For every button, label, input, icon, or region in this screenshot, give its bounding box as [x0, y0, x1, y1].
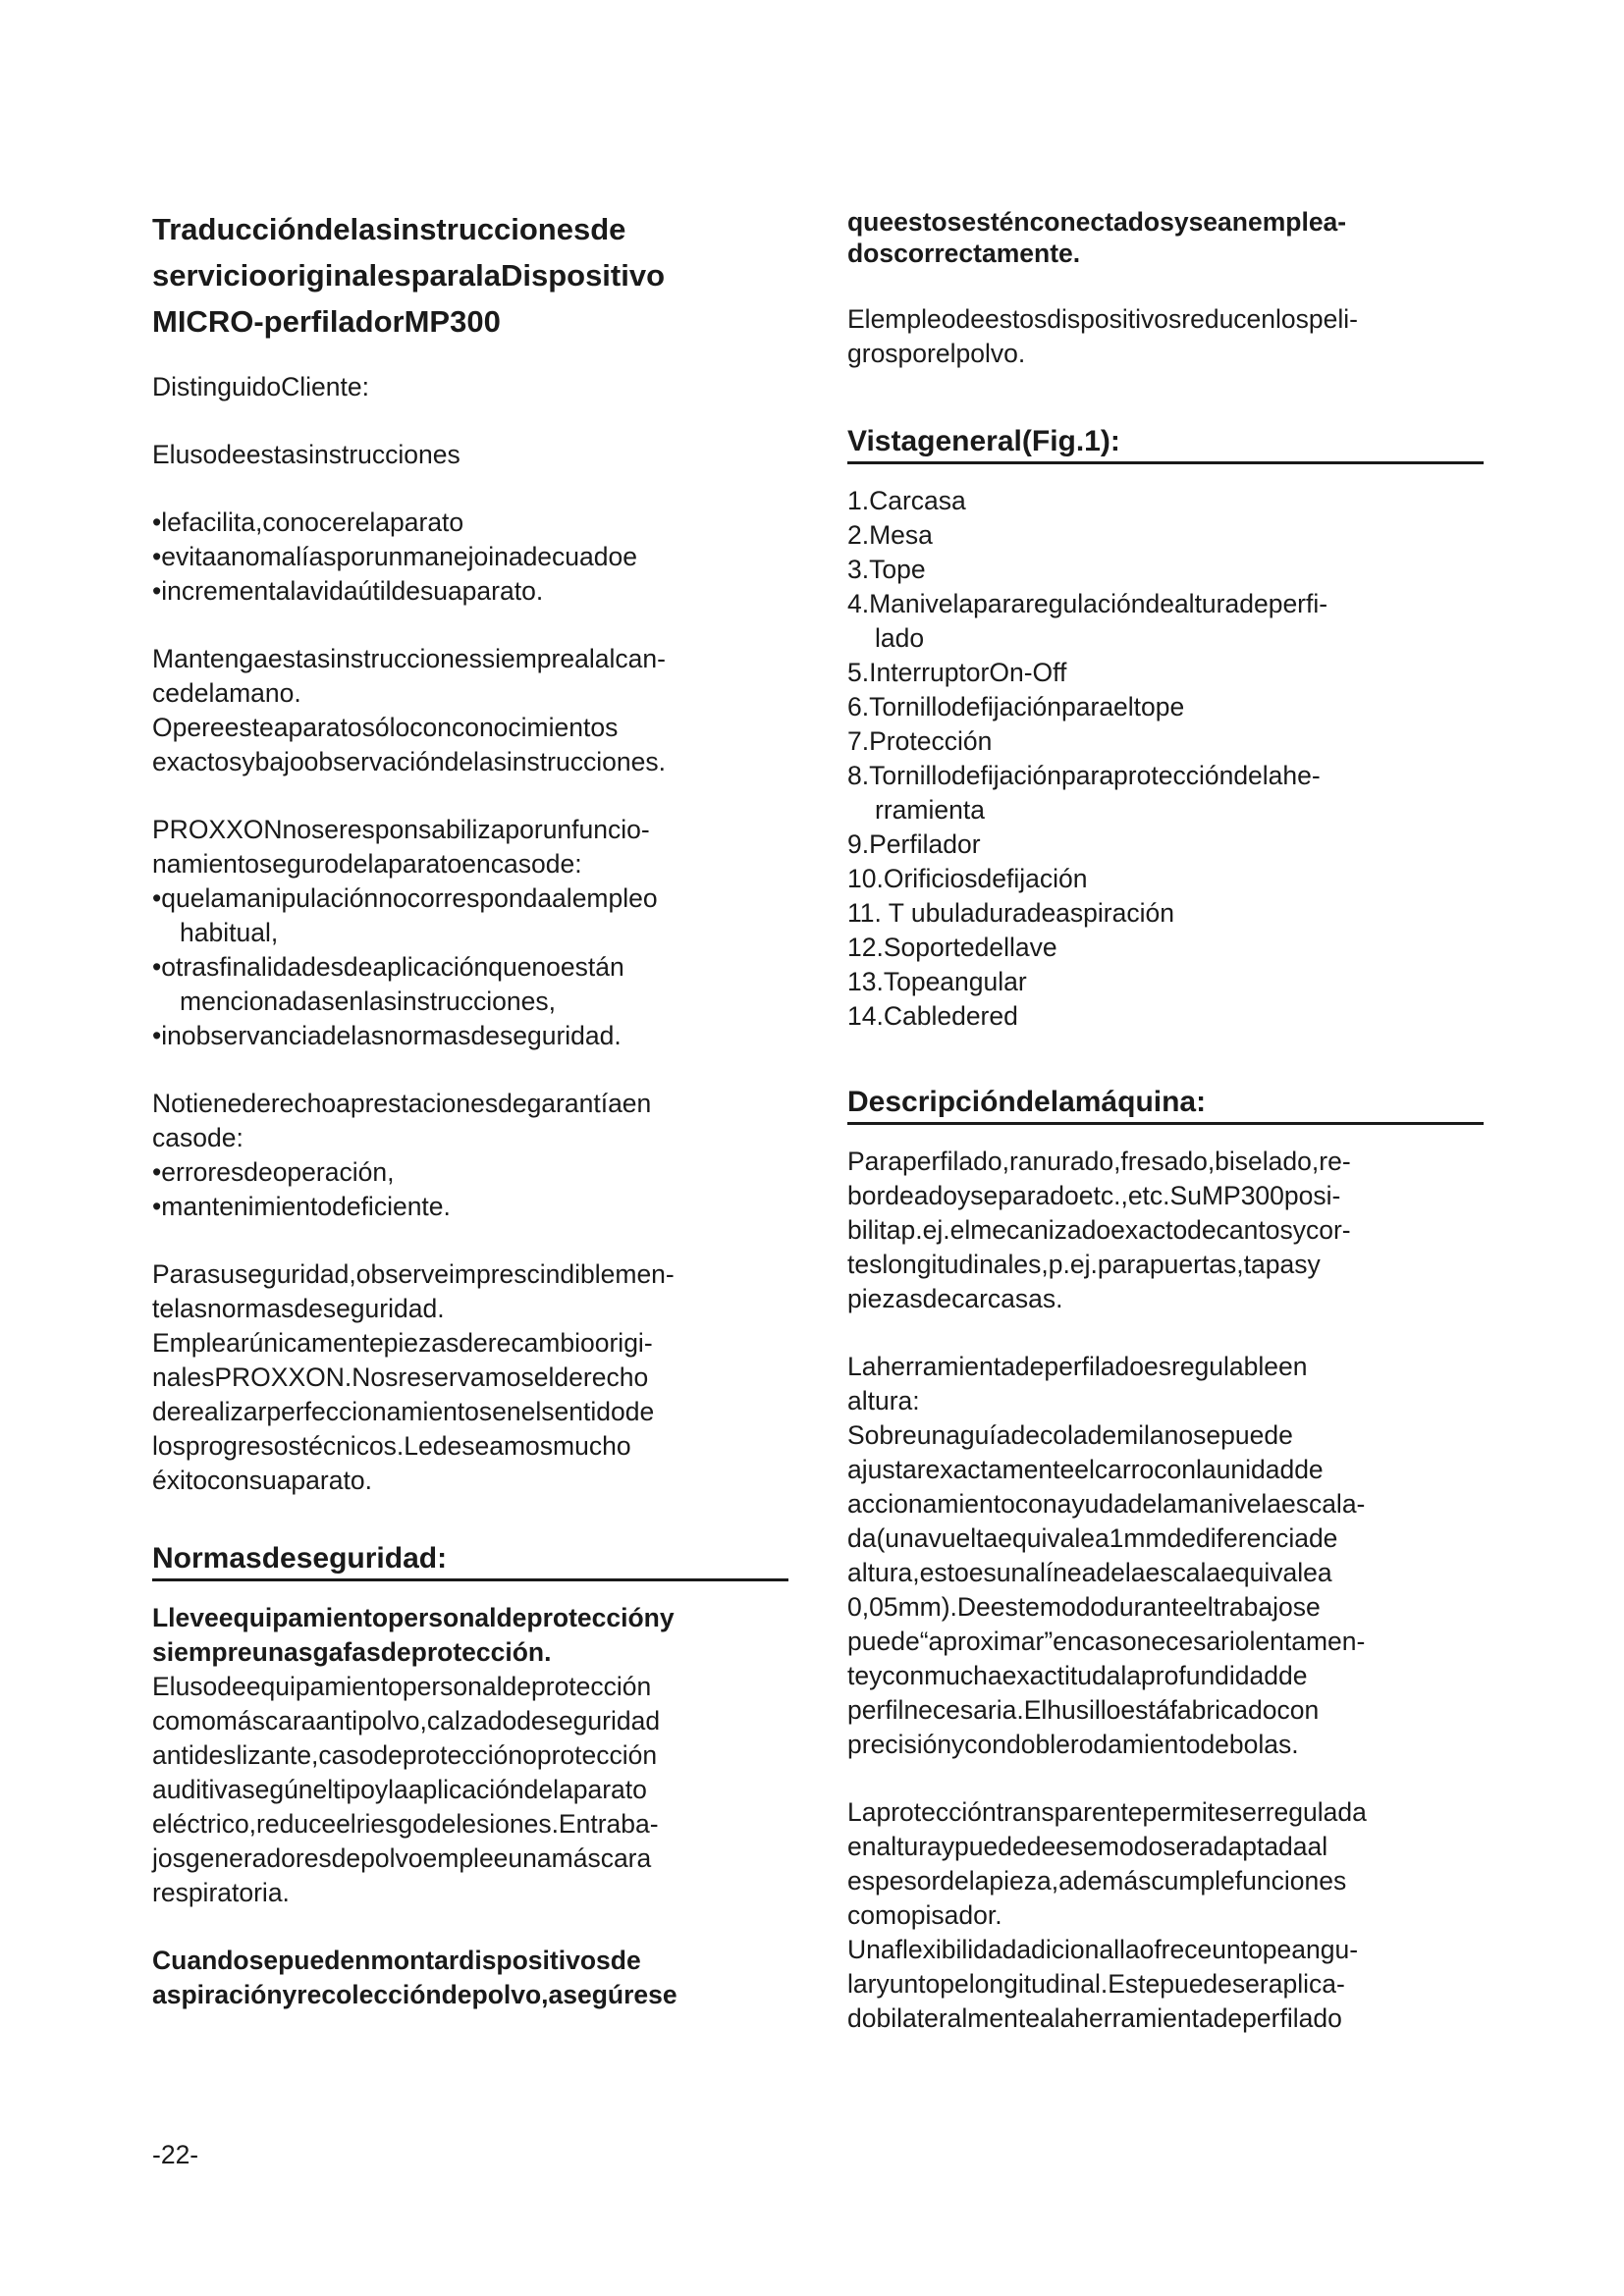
list-item: lado: [875, 623, 925, 653]
list-item: 6.Tornillodefijaciónparaeltope: [847, 692, 1185, 721]
list-item: rramienta: [875, 795, 985, 825]
norm-protective-equipment: Lleveequipamientopersonaldeproteccióny siempreunasgafasdeprotección. Elusodeequipamientopersonaldeprotección comomáscaraantipolvo,calzadodeseguridad antideslizante,casodeprotecciónoprotección auditivasegúneltipoylaaplicacióndelaparato eléctrico,reduceelriesgodelesiones.Entraba- josgeneradoresdepolvoempleeunamáscara respiratoria.: [152, 1603, 675, 1907]
list-item: 12.Soportedellave: [847, 933, 1057, 962]
intro-bullet-list: [152, 506, 788, 609]
list-item: 4.Manivelapararegulacióndealturadeperfi-: [847, 589, 1328, 618]
list-item: •erroresdeoperación,: [152, 1157, 395, 1187]
list-item: 5.InterruptorOn-Off: [847, 658, 1067, 687]
list-item: 3.Tope: [847, 555, 926, 584]
keep-instructions-paragraph: Mantengaestasinstruccionessiemprealalcan- cedelamano. Opereesteaparatosóloconconocimientos exactosybajoobservacióndelasinstrucciones.: [152, 644, 666, 776]
page-number: -22-: [152, 2140, 199, 2169]
list-item: •mantenimientodeficiente.: [152, 1192, 451, 1221]
list-item: 14.Cabledered: [847, 1001, 1018, 1031]
safety-paragraph: Parasuseguridad,observeimprescindiblemen- telasnormasdeseguridad. Emplearúnicamentepiezasderecambioorigi- nalesPROXXON.Nosreservamoselderecho derealizarperfeccionamientosenelsentidode losprogresostécnicos.Ledeseamosmucho éxitoconsuaparato.: [152, 1259, 675, 1495]
list-item: •inobservanciadelasnormasdeseguridad.: [152, 1021, 622, 1050]
liability-paragraph: PROXXONnoseresponsabilizaporunfuncio- namientosegurodelaparatoencasode: •quelamanipulaciónnocorrespondaalempleo habitual, •otrasfinalidadesdeaplicaciónquenoestán mencionadasenlasinstrucciones, •inobservanciadelasnormasdeseguridad.: [152, 813, 788, 1053]
guarantee-paragraph: Notienederechoaprestacionesdegarantíaen casode: •erroresdeoperación, •mantenimientodeficiente.: [152, 1087, 788, 1224]
section-heading-description: Descripcióndelamáquina:: [847, 1085, 1484, 1125]
description-paragraph-2: Laherramientadeperfiladoesregulableen altura: Sobreunaguíadecolademilanosepuede ajustarexactamenteelcarroconlaunidadde accionamientoconayudadelamanivelaescala- da(unavueltaequivalea1mmdediferenciade altura,estoesunalíneadelaescalaequivalea 0,05mm).Deestemododuranteeltrabajose puede“aproximar”encasonecesariolentamen- teyconmuchaexactitudalaprofundidadde perfilnecesaria.Elhusilloestáfabricadocon precisiónycondoblerodamientodebolas.: [847, 1352, 1366, 1759]
section-heading-overview: Vistageneral(Fig.1):: [847, 424, 1484, 464]
norm-dust-extraction: Cuandosepuedenmontardispositivosde aspiraciónyrecoleccióndepolvo,asegúrese: [152, 1946, 677, 2009]
description-paragraph-1: Paraperfilado,ranurado,fresado,biselado,re- bordeadoyseparadoetc.,etc.SuMP300posi- bilitap.ej.elmecanizadoexactodecantosycor- teslongitudinales,p.ej.parapuertas,tapasy piezasdecarcasas.: [847, 1147, 1351, 1313]
greeting: DistinguidoCliente:: [152, 372, 369, 401]
list-item: •otrasfinalidadesdeaplicaciónquenoestán: [152, 952, 624, 982]
document-title: Traduccióndelasinstruccionesde serviciooriginalesparalaDispositivo MICRO-perfiladorMP300: [152, 212, 666, 339]
list-item: 2.Mesa: [847, 520, 933, 550]
list-item: 9.Perfilador: [847, 829, 981, 859]
list-item: •quelamanipulaciónnocorrespondaalempleo: [152, 883, 658, 913]
list-item: 8.Tornillodefijaciónparaproteccióndelahe-: [847, 761, 1321, 790]
list-item: mencionadasenlasinstrucciones,: [180, 987, 556, 1016]
list-item: •evitaanomalíasporunmanejoinadecuadoe: [152, 542, 637, 571]
list-item: habitual,: [180, 918, 279, 947]
left-column: [152, 206, 788, 2012]
section-heading-safety-norms: Normasdeseguridad:: [152, 1541, 788, 1581]
intro-text: Elusodeestasinstrucciones: [152, 440, 460, 469]
description-paragraph-3: Laproteccióntransparentepermiteserregulada enalturaypuededeesemodoseradaptadaal espesordelapieza,ademáscumplefunciones comopisador. Unaflexibilidadadicionallaofreceuntopeangu- laryuntopelongitudinal.Estepuedeseraplica- dobilateralmentealaherramientadeperfilado: [847, 1797, 1367, 2033]
dust-paragraph: Elempleodeestosdispositivosreducenlospeli- grosporelpolvo.: [847, 304, 1358, 368]
right-column: [847, 206, 1484, 2036]
list-item: 1.Carcasa: [847, 486, 966, 515]
list-item: 11. T ubuladuradeaspiración: [847, 898, 1174, 928]
list-item: 13.Topeangular: [847, 967, 1027, 996]
overview-list: [847, 484, 1484, 1034]
list-item: •incrementalavidaútildesuaparato.: [152, 576, 544, 606]
list-item: 10.Orificiosdefijación: [847, 864, 1088, 893]
list-item: •lefacilita,conocerelaparato: [152, 507, 464, 537]
norm-dust-extraction-continued: queestosesténconectadosyseanemplea- doscorrectamente.: [847, 207, 1347, 268]
list-item: 7.Protección: [847, 726, 993, 756]
